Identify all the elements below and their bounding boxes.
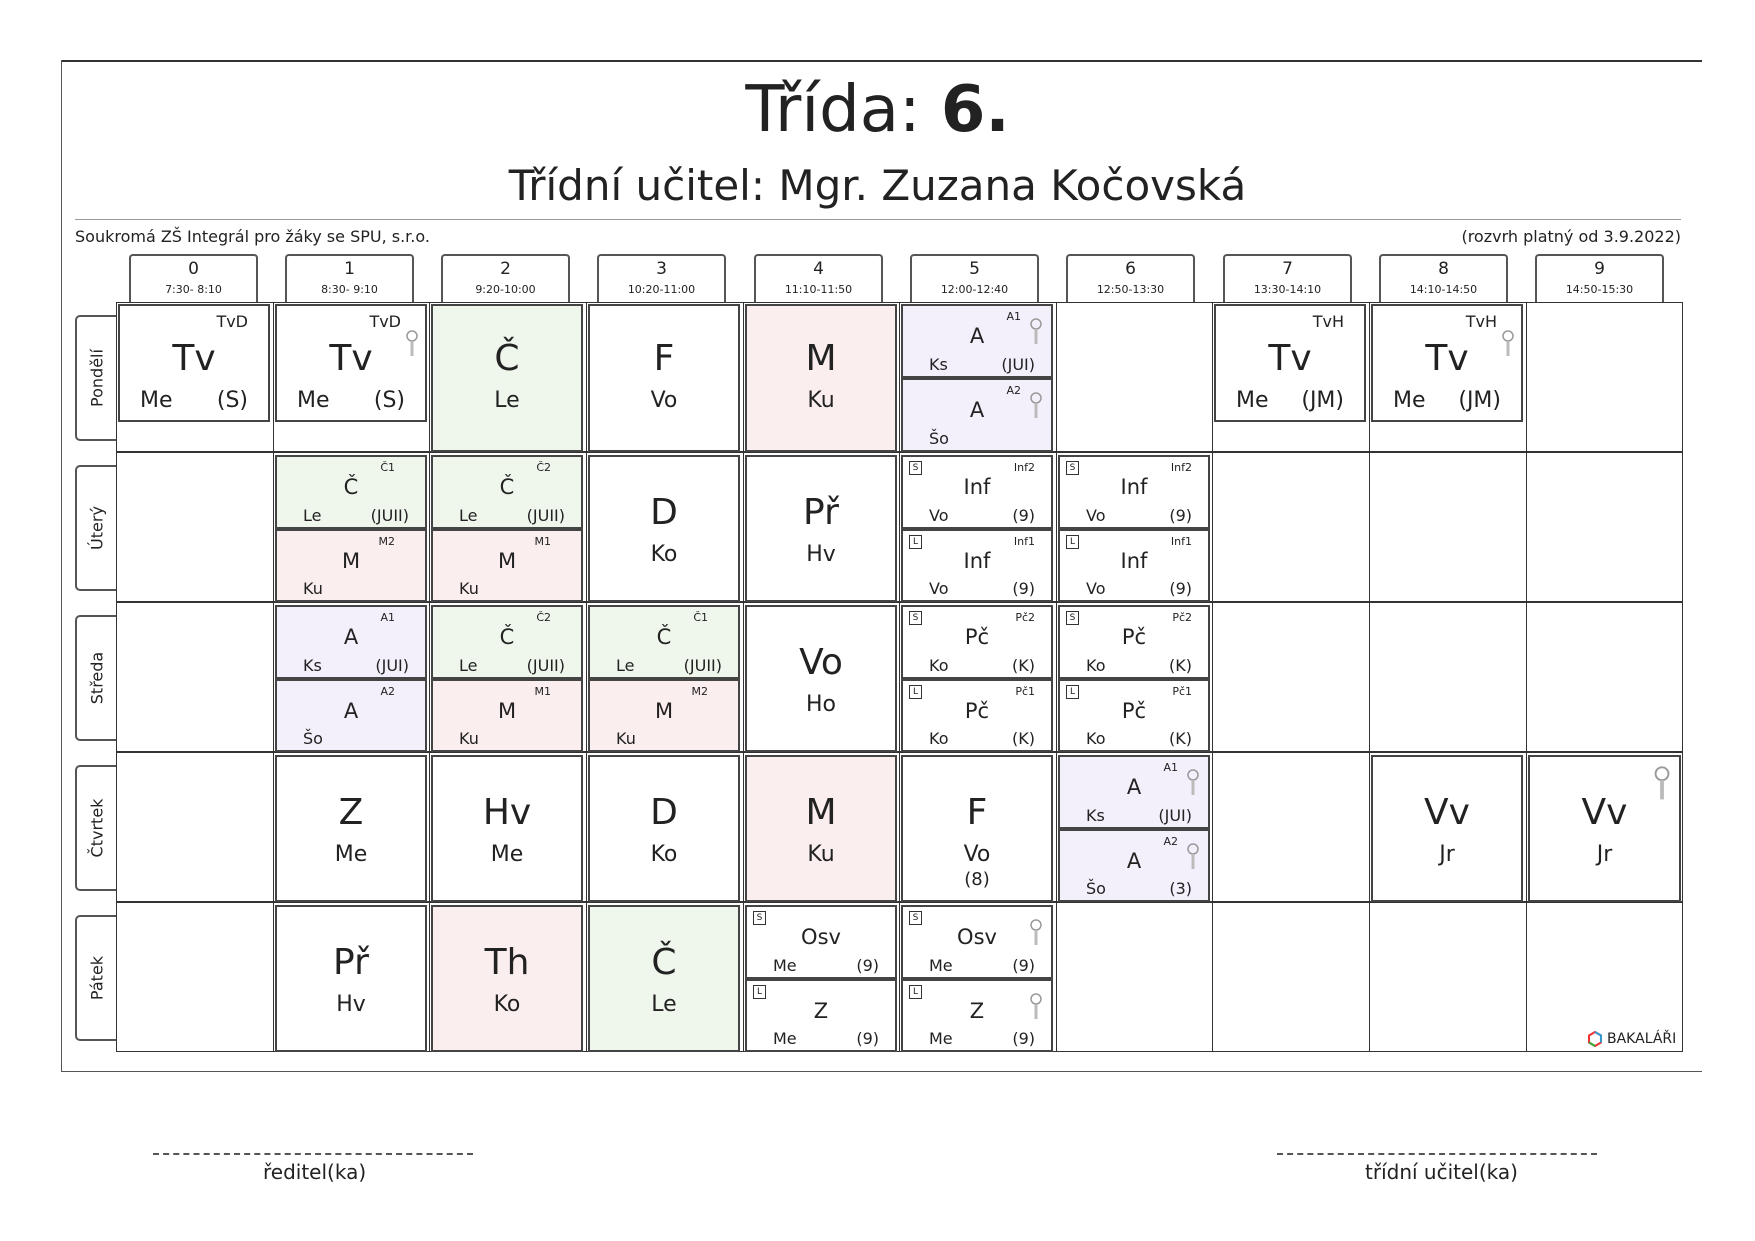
teacher: Ku	[616, 729, 636, 748]
group-label: Č2	[536, 611, 551, 624]
group-label: A1	[1163, 761, 1178, 774]
subject: Inf	[963, 475, 991, 499]
period-time: 11:10-11:50	[784, 283, 853, 296]
teacher: Me	[773, 956, 797, 975]
group-label: Č1	[380, 461, 395, 474]
lesson-cell[interactable]	[745, 755, 897, 902]
teacher: Jr	[1439, 842, 1455, 867]
grid-divider	[273, 302, 274, 1052]
group-label: Inf2	[1170, 461, 1192, 474]
lesson-cell[interactable]	[431, 755, 583, 902]
grid-divider	[1056, 302, 1057, 1052]
room: (K)	[1169, 656, 1192, 675]
period-time: 9:20-10:00	[475, 283, 536, 296]
room: (8)	[964, 869, 990, 890]
group-label: Č1	[693, 611, 708, 624]
subject: Pč	[1121, 625, 1147, 649]
group-label: Pč2	[1172, 611, 1192, 624]
teacher: Ku	[303, 579, 323, 598]
lesson-cell[interactable]	[588, 905, 740, 1052]
period-number: 2	[500, 259, 511, 279]
teacher: Ko	[493, 992, 521, 1017]
room: (JM)	[1458, 388, 1501, 413]
lesson-cell-half[interactable]	[431, 679, 583, 752]
lesson-cell[interactable]	[1371, 304, 1523, 422]
period-header-4	[754, 254, 883, 302]
lesson-cell-half[interactable]	[901, 605, 1053, 679]
period-number: 1	[344, 259, 355, 279]
group-label: Pč2	[1015, 611, 1035, 624]
key-icon	[1029, 993, 1043, 1021]
lesson-cell-half[interactable]	[901, 529, 1053, 602]
subject: A	[969, 398, 985, 422]
teacher: Le	[651, 992, 677, 1017]
group-label: A2	[1006, 384, 1021, 397]
teacher: Ho	[805, 692, 836, 717]
subject: F	[653, 338, 675, 379]
lesson-cell-half[interactable]	[745, 979, 897, 1052]
group-label: A2	[1163, 835, 1178, 848]
subject: Pč	[964, 625, 990, 649]
teacher: Šo	[303, 729, 323, 748]
lesson-cell[interactable]	[1528, 755, 1681, 902]
teacher: Ks	[1086, 806, 1105, 825]
lesson-cell-half[interactable]	[901, 905, 1053, 979]
key-icon	[405, 330, 419, 358]
lesson-cell-half[interactable]	[275, 679, 427, 752]
subject: Osv	[957, 925, 997, 949]
room: (JUI)	[1158, 806, 1192, 825]
teacher: Me	[297, 388, 330, 413]
key-icon	[1029, 392, 1043, 420]
lesson-cell[interactable]	[588, 755, 740, 902]
teacher: Vo	[963, 842, 991, 867]
group-label: M2	[378, 535, 395, 548]
subject: Th	[484, 942, 530, 983]
subject: M	[805, 338, 837, 379]
week-marker: S	[1066, 611, 1079, 625]
lesson-cell-half[interactable]	[1058, 829, 1210, 902]
teacher: Le	[459, 656, 478, 675]
lesson-cell[interactable]	[275, 755, 427, 902]
bakalari-logo-icon	[1587, 1031, 1603, 1047]
grid-divider	[743, 302, 744, 1052]
room: (S)	[216, 388, 248, 413]
subject: D	[650, 792, 678, 833]
lesson-cell[interactable]	[745, 605, 897, 752]
group-label: Inf2	[1013, 461, 1035, 474]
teacher: Ko	[1086, 656, 1106, 675]
teacher: Ko	[929, 729, 949, 748]
group-label: A2	[380, 685, 395, 698]
subject: Pč	[964, 699, 990, 723]
week-marker: S	[753, 911, 766, 925]
subject: Č	[499, 625, 515, 649]
grid-divider	[1212, 302, 1213, 1052]
period-number: 9	[1594, 259, 1605, 279]
teacher: Ko	[1086, 729, 1106, 748]
subject: M	[654, 699, 674, 723]
period-time: 10:20-11:00	[627, 283, 696, 296]
period-number: 6	[1125, 259, 1136, 279]
subject: Př	[333, 942, 369, 983]
bakalari-logo-text: BAKALÁŘI	[1607, 1031, 1677, 1047]
subject: A	[969, 324, 985, 348]
teacher: Vo	[929, 579, 949, 598]
room: (3)	[1169, 879, 1192, 898]
subject: M	[497, 699, 517, 723]
period-time: 14:10-14:50	[1409, 283, 1478, 296]
page-title: Třída: 6.	[745, 73, 1010, 147]
subject: Tv	[1268, 338, 1312, 379]
day-header-monday: Pondělí	[75, 315, 117, 441]
signature-label-director: ředitel(ka)	[263, 1160, 367, 1184]
teacher: Me	[1393, 388, 1426, 413]
lesson-cell-half[interactable]	[901, 455, 1053, 529]
room: (9)	[1012, 579, 1035, 598]
school-name: Soukromá ZŠ Integrál pro žáky se SPU, s.r.o.	[75, 227, 430, 246]
lesson-cell[interactable]	[745, 304, 897, 452]
lesson-cell[interactable]	[745, 455, 897, 602]
teacher: Le	[494, 388, 520, 413]
period-number: 7	[1282, 259, 1293, 279]
teacher: Ku	[807, 388, 835, 413]
group-label: TvH	[1465, 312, 1497, 331]
subject: Č	[656, 625, 672, 649]
period-header-3	[597, 254, 726, 302]
teacher: Le	[616, 656, 635, 675]
lesson-cell-half[interactable]	[1058, 529, 1210, 602]
subject: D	[650, 492, 678, 533]
subject: A	[343, 625, 359, 649]
period-header-8	[1379, 254, 1508, 302]
teacher: Ko	[650, 542, 678, 567]
subject: Vv	[1424, 792, 1470, 833]
group-label: Inf1	[1013, 535, 1035, 548]
lesson-cell[interactable]	[275, 905, 427, 1052]
period-time: 12:00-12:40	[940, 283, 1009, 296]
subject: Inf	[1120, 475, 1148, 499]
group-label: Inf1	[1170, 535, 1192, 548]
signature-line-teacher	[1277, 1153, 1597, 1155]
period-header-2	[441, 254, 570, 302]
lesson-cell-half[interactable]	[275, 455, 427, 529]
week-marker: S	[1066, 461, 1079, 475]
teacher: Me	[140, 388, 173, 413]
period-time: 13:30-14:10	[1253, 283, 1322, 296]
key-icon	[1186, 843, 1200, 871]
lesson-cell[interactable]	[1371, 755, 1523, 902]
period-time: 8:30- 9:10	[321, 283, 378, 296]
signature-label-teacher: třídní učitel(ka)	[1365, 1160, 1518, 1184]
bakalari-logo	[1587, 1031, 1676, 1047]
subject: Č	[494, 338, 520, 379]
teacher: Me	[490, 842, 524, 867]
teacher: Me	[929, 1029, 953, 1048]
room: (JUI)	[375, 656, 409, 675]
teacher: Hv	[336, 992, 366, 1017]
group-label: A1	[380, 611, 395, 624]
lesson-cell-half[interactable]	[901, 304, 1053, 378]
subject: Vo	[799, 642, 843, 683]
teacher: Hv	[806, 542, 836, 567]
room: (K)	[1169, 729, 1192, 748]
week-marker: L	[753, 985, 766, 999]
lesson-cell-half[interactable]	[901, 979, 1053, 1052]
lesson-cell[interactable]	[588, 304, 740, 452]
key-icon	[1501, 330, 1515, 358]
subject: Z	[969, 999, 985, 1023]
week-marker: S	[909, 461, 922, 475]
teacher: Ko	[650, 842, 678, 867]
group-label: Pč1	[1172, 685, 1192, 698]
lesson-cell[interactable]	[588, 455, 740, 602]
group-label: TvD	[369, 312, 401, 331]
teacher: Vo	[650, 388, 678, 413]
subject: Inf	[963, 549, 991, 573]
week-marker: L	[909, 685, 922, 699]
period-header-6	[1066, 254, 1195, 302]
lesson-cell-half[interactable]	[588, 679, 740, 752]
subject: M	[341, 549, 361, 573]
group-label: M1	[534, 685, 551, 698]
lesson-cell[interactable]	[901, 755, 1053, 902]
teacher: Šo	[929, 429, 949, 448]
divider	[75, 219, 1681, 220]
teacher: Me	[929, 956, 953, 975]
subject: M	[497, 549, 517, 573]
top-border	[61, 60, 1702, 62]
room: (JUII)	[683, 656, 722, 675]
signature-line-director	[153, 1153, 473, 1155]
subject: A	[343, 699, 359, 723]
lesson-cell-half[interactable]	[275, 605, 427, 679]
week-marker: L	[1066, 685, 1079, 699]
lesson-cell[interactable]	[275, 304, 427, 422]
lesson-cell-half[interactable]	[588, 605, 740, 679]
teacher: Me	[773, 1029, 797, 1048]
group-label: TvH	[1312, 312, 1344, 331]
teacher: Me	[334, 842, 368, 867]
day-header-thursday: Čtvrtek	[75, 765, 117, 891]
subject: Př	[803, 492, 839, 533]
subject: Tv	[172, 338, 216, 379]
period-time: 7:30- 8:10	[165, 283, 222, 296]
key-icon	[1029, 318, 1043, 346]
week-marker: L	[1066, 535, 1079, 549]
grid-divider	[586, 302, 587, 1052]
period-header-1	[285, 254, 414, 302]
subject: Osv	[801, 925, 841, 949]
lesson-cell-half[interactable]	[1058, 679, 1210, 752]
key-icon	[1653, 765, 1671, 803]
subject: Č	[651, 942, 677, 983]
class-teacher: Třídní učitel: Mgr. Zuzana Kočovská	[508, 161, 1247, 210]
teacher: Ku	[807, 842, 835, 867]
period-header-0	[129, 254, 258, 302]
group-label: TvD	[216, 312, 248, 331]
group-label: Pč1	[1015, 685, 1035, 698]
room: (9)	[1169, 506, 1192, 525]
teacher: Vo	[1086, 506, 1106, 525]
subject: F	[966, 792, 988, 833]
lesson-cell[interactable]	[118, 304, 270, 422]
room: (9)	[1012, 1029, 1035, 1048]
validity-date: (rozvrh platný od 3.9.2022)	[1461, 227, 1681, 246]
lesson-cell-half[interactable]	[431, 605, 583, 679]
teacher: Šo	[1086, 879, 1106, 898]
lesson-cell-half[interactable]	[1058, 605, 1210, 679]
grid-divider	[429, 302, 430, 1052]
lesson-cell-half[interactable]	[901, 679, 1053, 752]
lesson-cell-half[interactable]	[745, 905, 897, 979]
room: (K)	[1012, 729, 1035, 748]
teacher: Ku	[459, 579, 479, 598]
room: (JUI)	[1001, 355, 1035, 374]
period-number: 4	[813, 259, 824, 279]
teacher: Ks	[929, 355, 948, 374]
subject: Tv	[1425, 338, 1469, 379]
room: (JUII)	[526, 506, 565, 525]
group-label: Č2	[536, 461, 551, 474]
teacher: Ku	[459, 729, 479, 748]
period-header-7	[1223, 254, 1352, 302]
room: (9)	[1012, 506, 1035, 525]
week-marker: S	[909, 611, 922, 625]
grid-divider	[1526, 302, 1527, 1052]
subject: Tv	[329, 338, 373, 379]
period-header-5	[910, 254, 1039, 302]
lesson-cell-half[interactable]	[1058, 755, 1210, 829]
lesson-cell[interactable]	[1214, 304, 1366, 422]
period-header-9	[1535, 254, 1664, 302]
period-number: 8	[1438, 259, 1449, 279]
group-label: A1	[1006, 310, 1021, 323]
lesson-cell-half[interactable]	[1058, 455, 1210, 529]
group-label: M1	[534, 535, 551, 548]
lesson-cell-half[interactable]	[901, 378, 1053, 452]
teacher: Jr	[1596, 842, 1613, 867]
subject: Č	[499, 475, 515, 499]
key-icon	[1029, 919, 1043, 947]
teacher: Le	[303, 506, 322, 525]
grid-divider	[1369, 302, 1370, 1052]
lesson-cell[interactable]	[431, 905, 583, 1052]
subject: Inf	[1120, 549, 1148, 573]
period-number: 3	[656, 259, 667, 279]
group-label: M2	[691, 685, 708, 698]
day-header-friday: Pátek	[75, 915, 117, 1041]
subject: Vv	[1581, 792, 1628, 833]
grid-divider	[899, 302, 900, 1052]
room: (9)	[1169, 579, 1192, 598]
week-marker: S	[909, 911, 922, 925]
subject: Z	[813, 999, 829, 1023]
teacher: Vo	[1086, 579, 1106, 598]
room: (K)	[1012, 656, 1035, 675]
room: (JUII)	[370, 506, 409, 525]
day-header-tuesday: Úterý	[75, 465, 117, 591]
subject: Pč	[1121, 699, 1147, 723]
teacher: Le	[459, 506, 478, 525]
subject: Č	[343, 475, 359, 499]
teacher: Ks	[303, 656, 322, 675]
period-time: 14:50-15:30	[1565, 283, 1634, 296]
period-time: 12:50-13:30	[1096, 283, 1165, 296]
frame-bottom	[61, 1071, 1702, 1072]
room: (JM)	[1301, 388, 1344, 413]
teacher: Ko	[929, 656, 949, 675]
period-number: 5	[969, 259, 980, 279]
lesson-cell-half[interactable]	[275, 529, 427, 602]
lesson-cell-half[interactable]	[431, 455, 583, 529]
lesson-cell-half[interactable]	[431, 529, 583, 602]
room: (9)	[1012, 956, 1035, 975]
week-marker: L	[909, 985, 922, 999]
room: (JUII)	[526, 656, 565, 675]
teacher: Me	[1236, 388, 1269, 413]
lesson-cell[interactable]	[431, 304, 583, 452]
subject: A	[1126, 775, 1142, 799]
room: (S)	[373, 388, 405, 413]
subject: Z	[338, 792, 364, 833]
teacher: Vo	[929, 506, 949, 525]
subject: Hv	[482, 792, 532, 833]
key-icon	[1186, 769, 1200, 797]
week-marker: L	[909, 535, 922, 549]
room: (9)	[856, 1029, 879, 1048]
period-number: 0	[188, 259, 199, 279]
room: (9)	[856, 956, 879, 975]
subject: M	[805, 792, 837, 833]
subject: A	[1126, 849, 1142, 873]
day-header-wednesday: Středa	[75, 615, 117, 741]
